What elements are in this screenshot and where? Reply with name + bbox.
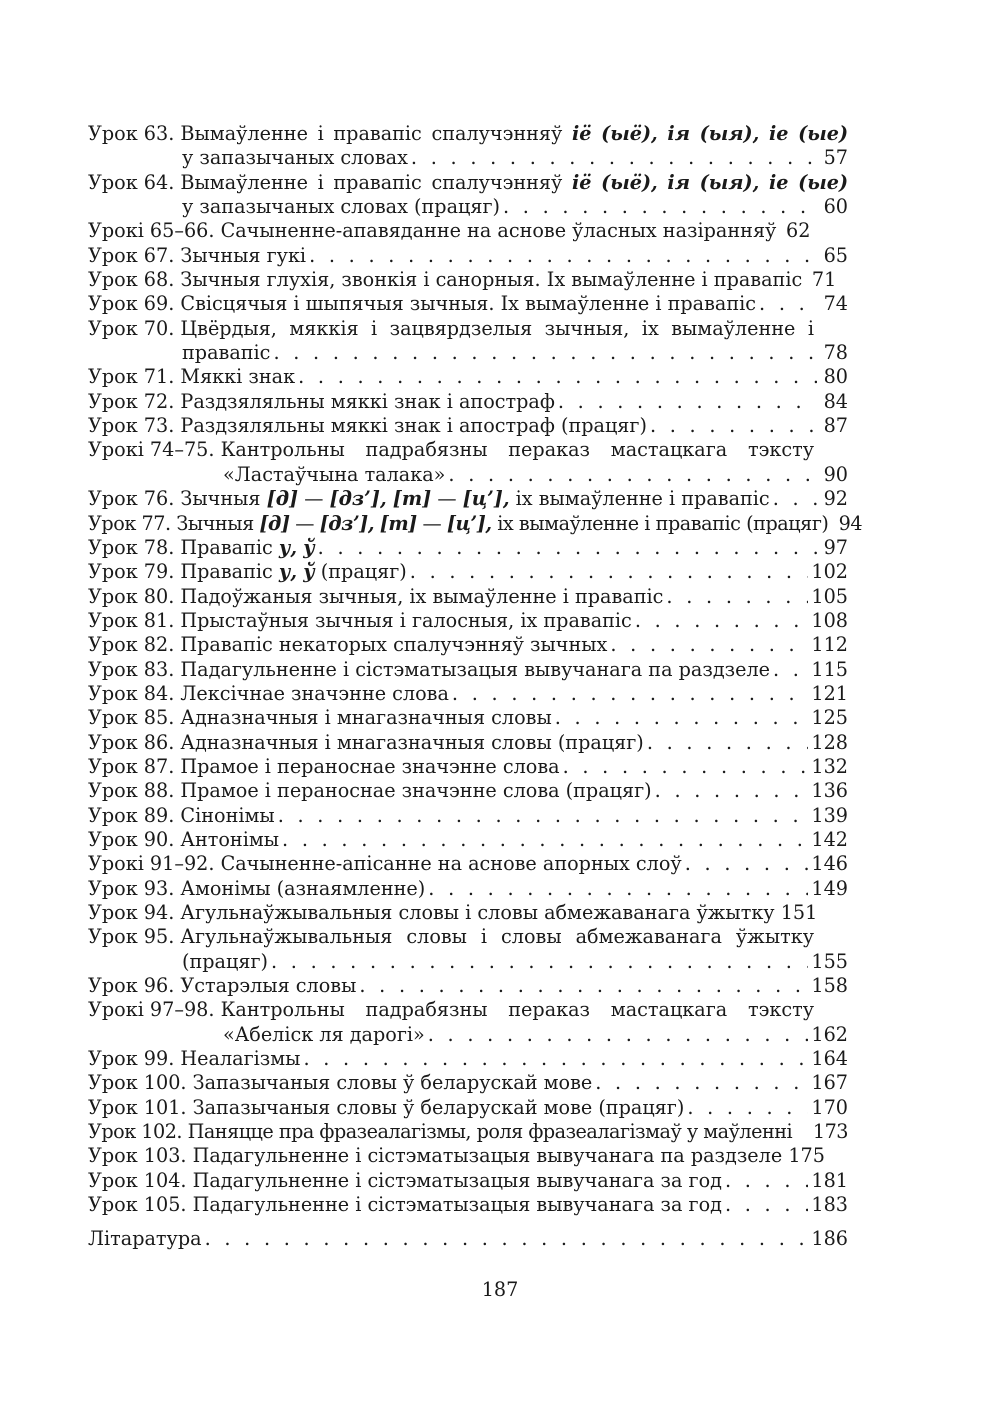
page-ref: 149 (811, 876, 848, 900)
lesson-title: Зычныя гукі (180, 243, 307, 267)
lesson-title: Антонімы (180, 827, 280, 851)
lesson-label: Урок 103. (88, 1144, 187, 1168)
page-ref: 139 (811, 803, 848, 827)
leader-dots (773, 658, 808, 682)
page-number: 187 (481, 1278, 519, 1301)
leader-dots (595, 1071, 808, 1095)
page-ref: 57 (823, 146, 848, 170)
leader-dots (647, 731, 809, 755)
lesson-label: Урок 67. (88, 243, 175, 267)
page-ref: 167 (811, 1071, 848, 1095)
lesson-label: Урок 69. (88, 292, 175, 316)
lesson-title: Падагульненне і сістэматызацыя вывучанага за год (192, 1168, 722, 1192)
toc-entry-lesson-76[interactable] (88, 487, 848, 511)
lesson-title: Прыстаўныя зычныя і галосныя, іх правапіс (180, 608, 632, 632)
lesson-label: Урок 72. (88, 389, 175, 413)
lesson-label: Урок 104. (88, 1168, 187, 1192)
lesson-title: Запазычаныя словы ў беларускай мове (працяг) (192, 1095, 685, 1119)
page-ref: 112 (811, 633, 848, 657)
lesson-title: Правапіс у, ў (180, 535, 315, 559)
leader-dots (309, 244, 817, 268)
table-of-contents (88, 122, 863, 1252)
lesson-title: Лексічнае значэнне слова (180, 681, 449, 705)
leader-dots (725, 1193, 808, 1217)
lesson-label: Урок 95. (88, 925, 175, 949)
lesson-title: Сачыненне-апавяданне на аснове ўласных назіранняў (220, 219, 777, 243)
toc-entry-lesson-63[interactable] (88, 122, 848, 171)
page-ref: 128 (811, 730, 848, 754)
leader-dots (666, 585, 808, 609)
leader-dots (282, 828, 808, 852)
lesson-title: Вымаўленне і правапіс спалучэнняў іё (ыё), ія (ыя), іе (ые) (180, 122, 849, 145)
page-ref: 97 (823, 535, 848, 559)
lesson-title: Вымаўленне і правапіс спалучэнняў іё (ыё), ія (ыя), іе (ые) (180, 170, 849, 194)
leader-dots (411, 146, 817, 170)
page-ref: 60 (823, 195, 848, 219)
page-ref: 181 (811, 1168, 848, 1192)
page-ref: 173 (812, 1120, 848, 1144)
leader-dots (503, 195, 817, 219)
lesson-label: Урок 84. (88, 681, 175, 705)
page-ref: 142 (811, 827, 848, 851)
toc-entry-lesson-88[interactable] (88, 779, 848, 803)
lesson-title: Зычныя [д] — [дз’], [т] — [ц’], іх вымаўленне і правапіс (180, 487, 770, 511)
toc-entry-lesson-89[interactable] (88, 804, 848, 828)
leader-dots (298, 365, 817, 389)
leader-dots (558, 390, 817, 414)
page-ref: 108 (811, 608, 848, 632)
toc-entry-lesson-95[interactable] (88, 925, 848, 974)
page-ref: 65 (823, 243, 848, 267)
literature-label: Літаратура (88, 1227, 202, 1251)
page-ref: 158 (811, 974, 848, 998)
lesson-title: Агульнаўжывальныя словы і словы абмежаванага ўжытку (180, 925, 814, 949)
page-ref: 155 (811, 949, 848, 973)
lesson-title: Мяккі знак (180, 365, 296, 389)
toc-entry-lesson-100[interactable] (88, 1071, 848, 1095)
leader-dots (685, 852, 809, 876)
toc-entry-lesson-87[interactable] (88, 755, 848, 779)
toc-entry-lesson-94[interactable] (88, 901, 848, 925)
toc-entry-lesson-96[interactable] (88, 974, 848, 998)
leader-dots (655, 779, 809, 803)
leader-dots (303, 1047, 808, 1071)
lesson-title: Запазычаныя словы ў беларускай мове (192, 1071, 593, 1095)
lesson-title: Устарэлыя словы (180, 974, 357, 998)
lesson-label: Урок 71. (88, 365, 175, 389)
lesson-label: Урок 89. (88, 803, 175, 827)
lesson-title: Прамое і пераноснае значэнне слова (180, 754, 560, 778)
lesson-title: Зычныя глухія, звонкія і санорныя. Іх вымаўленне і правапіс (180, 268, 803, 292)
lesson-title-cont: «Ластаўчына талака» (223, 462, 446, 486)
lesson-title: Правапіс некаторых спалучэнняў зычных (180, 633, 608, 657)
toc-entry-lesson-73[interactable] (88, 414, 848, 438)
lesson-label: Урокі 97–98. (88, 998, 215, 1022)
page-ref: 87 (823, 414, 848, 438)
toc-entry-lesson-78[interactable] (88, 536, 848, 560)
lesson-title-cont: «Абеліск ля дарогі» (223, 1022, 425, 1046)
toc-entry-lesson-69[interactable] (88, 292, 848, 316)
toc-entry-lesson-93[interactable] (88, 877, 848, 901)
toc-entry-lesson-104[interactable] (88, 1169, 848, 1193)
page-ref: 80 (823, 365, 848, 389)
leader-dots (725, 1169, 808, 1193)
lesson-label: Урок 87. (88, 754, 175, 778)
lesson-label: Урок 100. (88, 1071, 187, 1095)
lesson-label: Урок 102. (88, 1120, 183, 1144)
leader-dots (273, 341, 817, 365)
lesson-title: Раздзяляльны мяккі знак і апостраф (працяг) (180, 414, 647, 438)
lesson-title: Правапіс у, ў (працяг) (180, 560, 407, 584)
page-ref: 74 (823, 292, 848, 316)
toc-entry-lesson-85[interactable] (88, 706, 848, 730)
page-ref: 170 (811, 1095, 848, 1119)
page-ref: 92 (823, 487, 848, 511)
lesson-title: Неалагізмы (180, 1047, 301, 1071)
toc-entry-lesson-102[interactable] (88, 1120, 848, 1144)
lesson-label: Урок 77. (88, 511, 171, 535)
leader-dots (555, 706, 809, 730)
lesson-label: Урокі 91–92. (88, 852, 215, 876)
lesson-title: Адназначныя і мнагазначныя словы (180, 706, 552, 730)
lesson-label: Урокі 74–75. (88, 438, 215, 462)
toc-entry-lesson-83[interactable] (88, 658, 848, 682)
leader-dots (687, 1096, 808, 1120)
page-ref: 162 (811, 1022, 848, 1046)
lesson-label: Урок 88. (88, 779, 175, 803)
lesson-label: Урок 73. (88, 414, 175, 438)
lesson-title: Падагульненне і сістэматызацыя вывучанага па раздзеле (192, 1144, 783, 1168)
section-gap (88, 1217, 848, 1227)
leader-dots (428, 877, 808, 901)
toc-entry-lesson-90[interactable] (88, 828, 848, 852)
page-ref: 71 (811, 268, 837, 292)
leader-dots (318, 536, 817, 560)
lesson-label: Урок 76. (88, 487, 175, 511)
lesson-label: Урок 63. (88, 122, 175, 145)
lesson-label: Урок 78. (88, 535, 175, 559)
lesson-title: Амонімы (азнаямленне) (180, 876, 426, 900)
lesson-title: Раздзяляльны мяккі знак і апостраф (180, 389, 555, 413)
leader-dots (271, 950, 808, 974)
lesson-label: Урок 85. (88, 706, 175, 730)
page-ref: 62 (786, 219, 811, 243)
toc-entry-lesson-80[interactable] (88, 585, 848, 609)
lesson-title: Зычныя [д] — [дз’], [т] — [ц’], іх вымаўленне і правапіс (працяг) (176, 511, 829, 535)
leader-dots (635, 609, 809, 633)
leader-dots (448, 463, 817, 487)
page-ref: 183 (811, 1193, 848, 1217)
page-ref: 78 (823, 341, 848, 365)
lesson-label: Урок 68. (88, 268, 175, 292)
lesson-title: Цвёрдыя, мяккія і зацвярдзелыя зычныя, іх вымаўленне і (180, 316, 814, 340)
lesson-label: Урок 90. (88, 827, 175, 851)
page-ref: 186 (811, 1227, 848, 1251)
toc-entry-lessons-65-66[interactable] (88, 219, 848, 243)
toc-entry-lessons-97-98[interactable] (88, 998, 848, 1047)
lesson-label: Урок 81. (88, 608, 175, 632)
lesson-title: Паняцце пра фразеалагізмы, роля фразеалагізмаў у маўленні (187, 1120, 793, 1144)
toc-entry-lessons-91-92[interactable] (88, 852, 848, 876)
lesson-title: Сачыненне-апісанне на аснове апорных слоў (220, 852, 682, 876)
toc-entry-lesson-82[interactable] (88, 633, 848, 657)
page-ref: 115 (811, 657, 848, 681)
lesson-title: Падагульненне і сістэматызацыя вывучанага па раздзеле (180, 657, 770, 681)
leader-dots (650, 414, 817, 438)
lesson-title: Прамое і пераноснае значэнне слова (працяг) (180, 779, 652, 803)
lesson-label: Урок 83. (88, 657, 175, 681)
page-ref: 102 (811, 560, 848, 584)
toc-entry-lesson-81[interactable] (88, 609, 848, 633)
lesson-label: Урок 94. (88, 901, 175, 924)
page-ref: 151 (780, 901, 818, 924)
lesson-label: Урок 82. (88, 633, 175, 657)
page-ref: 175 (788, 1144, 825, 1168)
lesson-title: Падоўжаныя зычныя, іх вымаўленне і правапіс (180, 584, 664, 608)
lesson-title-cont: у запазычаных словах (працяг) (182, 195, 500, 219)
toc-entry-lesson-79[interactable] (88, 560, 848, 584)
toc-entry-lesson-84[interactable] (88, 682, 848, 706)
leader-dots (563, 755, 809, 779)
toc-entry-lesson-86[interactable] (88, 731, 848, 755)
toc-entry-lesson-70[interactable] (88, 317, 848, 366)
lesson-label: Урок 64. (88, 170, 175, 194)
leader-dots (759, 292, 817, 316)
lesson-title-cont: правапіс (182, 341, 271, 365)
toc-entry-lesson-67[interactable] (88, 244, 848, 268)
page-ref: 105 (811, 584, 848, 608)
page-ref: 90 (823, 462, 848, 486)
lesson-label: Урокі 65–66. (88, 219, 215, 243)
lesson-label: Урок 86. (88, 730, 175, 754)
toc-entry-lessons-74-75[interactable] (88, 438, 848, 487)
page-ref: 164 (811, 1047, 848, 1071)
lesson-label: Урок 79. (88, 560, 175, 584)
page-ref: 121 (811, 681, 848, 705)
leader-dots (359, 974, 808, 998)
toc-entry-lesson-103[interactable] (88, 1144, 848, 1168)
page-ref: 94 (838, 511, 863, 535)
lesson-label: Урок 93. (88, 876, 175, 900)
lesson-label: Урок 101. (88, 1095, 187, 1119)
leader-dots (610, 633, 808, 657)
toc-entry-lesson-68[interactable] (88, 268, 848, 292)
lesson-title: Сінонімы (180, 803, 275, 827)
leader-dots (428, 1023, 809, 1047)
page-ref: 136 (811, 779, 848, 803)
toc-entry-lesson-101[interactable] (88, 1096, 848, 1120)
leader-dots (205, 1227, 809, 1251)
toc-entry-lesson-71[interactable] (88, 365, 848, 389)
page-ref: 146 (811, 852, 848, 876)
lesson-title: Свісцячыя і шыпячыя зычныя. Іх вымаўленне і правапіс (180, 292, 757, 316)
lesson-title: Агульнаўжывальныя словы і словы абмежаванага ўжытку (180, 901, 775, 924)
leader-dots (773, 487, 817, 511)
toc-entry-literature[interactable] (88, 1227, 848, 1251)
lesson-title: Падагульненне і сістэматызацыя вывучанага за год (192, 1193, 722, 1217)
toc-entry-lesson-99[interactable] (88, 1047, 848, 1071)
toc-entry-lesson-64[interactable] (88, 171, 848, 220)
page-ref: 132 (811, 754, 848, 778)
lesson-title-cont: у запазычаных словах (182, 146, 408, 170)
toc-entry-lesson-72[interactable] (88, 390, 848, 414)
lesson-title: Адназначныя і мнагазначныя словы (працяг) (180, 730, 644, 754)
page-ref: 125 (811, 706, 848, 730)
lesson-title-cont: (працяг) (182, 949, 268, 973)
page-ref: 84 (823, 389, 848, 413)
lesson-title: Кантрольны падрабязны пераказ мастацкага тэксту (220, 438, 814, 462)
toc-entry-lesson-105[interactable] (88, 1193, 848, 1217)
lesson-label: Урок 70. (88, 316, 175, 340)
leader-dots (410, 560, 809, 584)
lesson-label: Урок 105. (88, 1193, 187, 1217)
lesson-label: Урок 80. (88, 584, 175, 608)
leader-dots (278, 804, 809, 828)
lesson-label: Урок 96. (88, 974, 175, 998)
toc-entry-lesson-77[interactable] (88, 511, 863, 536)
leader-dots (452, 682, 808, 706)
lesson-label: Урок 99. (88, 1047, 175, 1071)
lesson-title: Кантрольны падрабязны пераказ мастацкага тэксту (220, 998, 814, 1022)
